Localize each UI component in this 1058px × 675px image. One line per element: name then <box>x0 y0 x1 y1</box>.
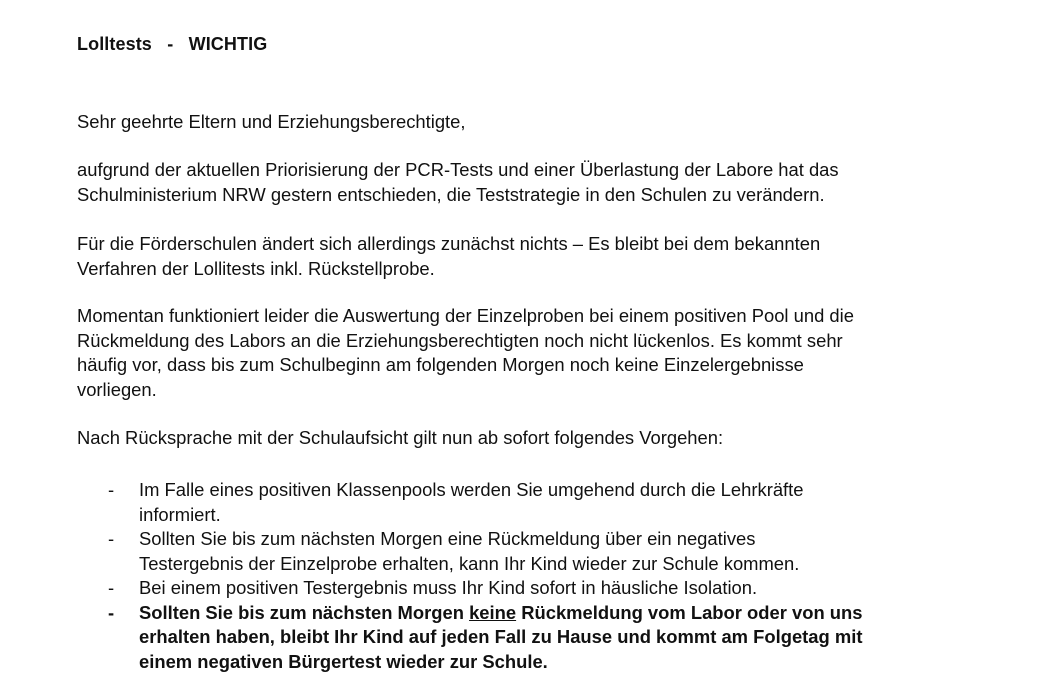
list-item-line: informiert. <box>139 503 221 525</box>
salutation-line: Sehr geehrte Eltern und Erziehungsberechtigte, <box>77 111 466 132</box>
list-item-line: einem negativen Bürgertest wieder zur Schule. <box>139 650 548 672</box>
list-item-line: Sollten Sie bis zum nächsten Morgen eine Rückmeldung über ein negatives <box>139 528 756 549</box>
paragraph-line: Momentan funktioniert leider die Auswertung der Einzelproben bei einem positiven Pool und die <box>77 305 854 326</box>
paragraph-2 <box>77 232 820 281</box>
list-item-important <box>108 601 863 675</box>
bullet-marker: - <box>108 577 115 598</box>
paragraph-line: häufig vor, dass bis zum Schulbeginn am folgenden Morgen noch keine Einzelergebnisse <box>77 354 804 375</box>
list-item-line: Testergebnis der Einzelprobe erhalten, kann Ihr Kind wieder zur Schule kommen. <box>139 552 800 574</box>
bullet-marker: - <box>108 528 115 549</box>
text-segment: Rückmeldung vom Labor oder von uns <box>516 601 863 623</box>
paragraph-line: vorliegen. <box>77 378 157 400</box>
paragraph-3 <box>77 304 854 402</box>
paragraph-line: Nach Rücksprache mit der Schulaufsicht gilt nun ab sofort folgendes Vorgehen: <box>77 427 724 448</box>
list-item <box>108 527 863 576</box>
list-item <box>108 576 863 601</box>
paragraph-line: Für die Förderschulen ändert sich allerdings zunächst nichts – Es bleibt bei dem bekannten <box>77 233 821 254</box>
paragraph-line: Schulministerium NRW gestern entschieden, die Teststrategie in den Schulen zu verändern. <box>77 183 825 205</box>
paragraph-4 <box>77 426 723 451</box>
document-title: Lolltests - WICHTIG <box>77 34 268 54</box>
paragraph-line: Rückmeldung des Labors an die Erziehungsberechtigten noch nicht lückenlos. Es kommt sehr <box>77 329 843 351</box>
salutation <box>77 110 466 135</box>
list-item <box>108 478 863 527</box>
procedure-list <box>108 478 863 674</box>
list-item-line: erhalten haben, bleibt Ihr Kind auf jeden Fall zu Hause und kommt am Folgetag mit <box>139 626 863 647</box>
list-item-line <box>139 601 863 626</box>
emphasis-keine: keine <box>469 601 517 623</box>
bullet-marker: - <box>108 479 115 500</box>
paragraph-line: aufgrund der aktuellen Priorisierung der PCR-Tests und einer Überlastung der Labore hat das <box>77 159 839 180</box>
bullet-marker: - <box>108 601 115 623</box>
paragraph-1 <box>77 158 839 207</box>
text-segment: Sollten Sie bis zum nächsten Morgen <box>139 601 470 623</box>
list-item-line: Bei einem positiven Testergebnis muss Ihr Kind sofort in häusliche Isolation. <box>139 577 758 598</box>
paragraph-line: Verfahren der Lollitests inkl. Rückstellprobe. <box>77 257 435 279</box>
list-item-line: Im Falle eines positiven Klassenpools werden Sie umgehend durch die Lehrkräfte <box>139 479 804 500</box>
